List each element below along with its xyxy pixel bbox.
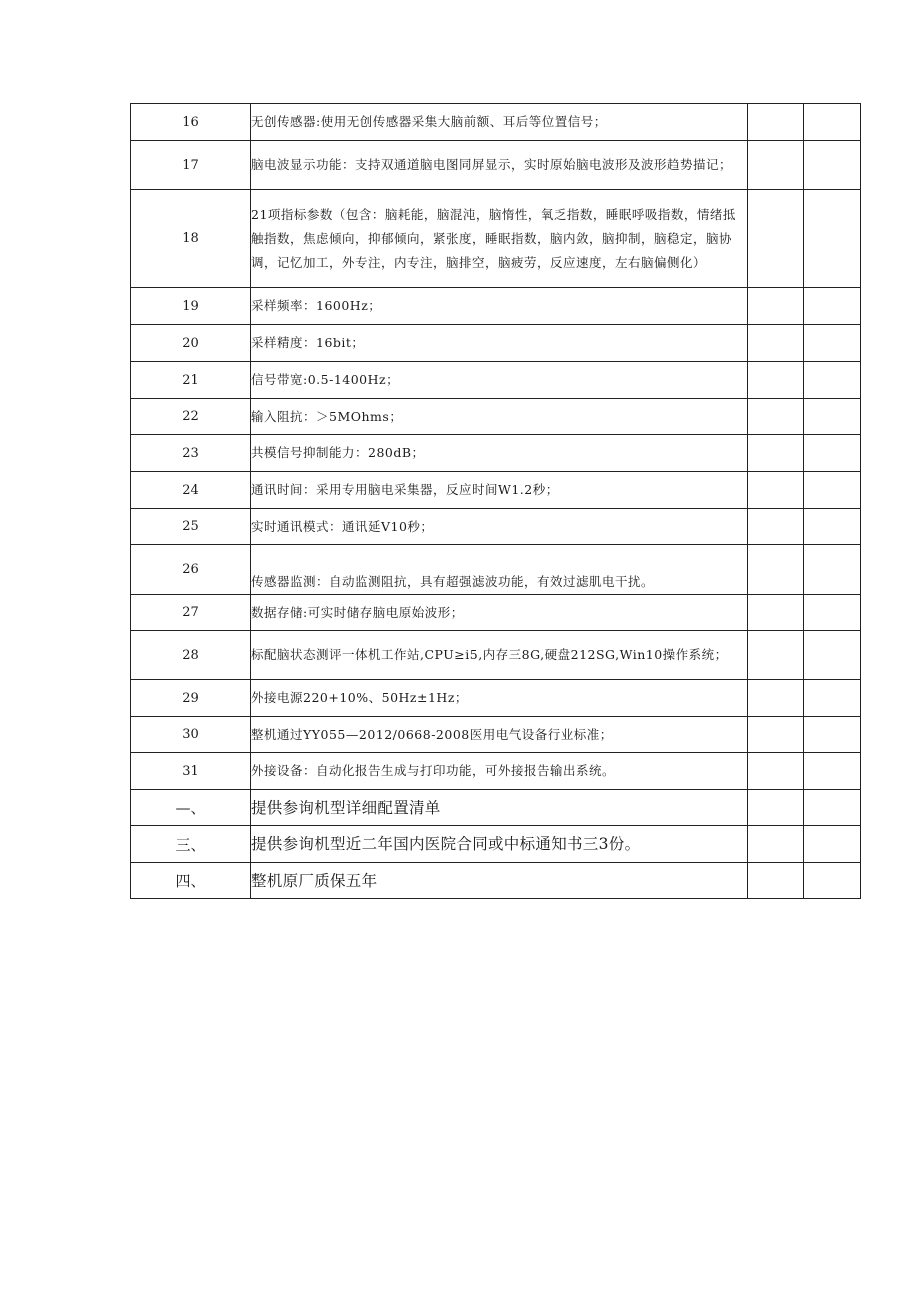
spec-table [130,103,861,899]
row-number: 27 [131,595,251,631]
table-row [131,753,861,790]
table-row [131,509,861,545]
row-description: 整机原厂质保五年 [251,863,748,899]
row-remark-cell [804,790,861,826]
row-number: 26 [131,545,251,595]
row-remark-cell [804,863,861,899]
row-check-cell [748,790,804,826]
row-check-cell [748,472,804,509]
row-number: 29 [131,680,251,717]
row-remark-cell [804,680,861,717]
row-check-cell [748,826,804,863]
table-row [131,717,861,753]
row-check-cell [748,141,804,190]
row-description: 共模信号抑制能力：280dB； [251,435,748,472]
row-check-cell [748,288,804,325]
table-row [131,545,861,595]
table-row [131,826,861,863]
row-description: 实时通讯模式：通讯延V10秒； [251,509,748,545]
table-row [131,288,861,325]
row-description: 信号带宽:0.5-1400Hz； [251,362,748,399]
row-remark-cell [804,362,861,399]
row-check-cell [748,863,804,899]
table-row [131,631,861,680]
row-number: 21 [131,362,251,399]
row-number: —、 [131,790,251,826]
row-remark-cell [804,141,861,190]
row-check-cell [748,325,804,362]
table-row [131,141,861,190]
row-remark-cell [804,435,861,472]
row-description: 外接电源220+10%、50Hz±1Hz； [251,680,748,717]
row-remark-cell [804,753,861,790]
row-number: 28 [131,631,251,680]
row-description: 外接设备：自动化报告生成与打印功能，可外接报告输出系统。 [251,753,748,790]
row-remark-cell [804,826,861,863]
row-check-cell [748,545,804,595]
row-check-cell [748,595,804,631]
table-row [131,863,861,899]
row-remark-cell [804,399,861,435]
row-description: 输入阻抗：＞5MOhms； [251,399,748,435]
row-remark-cell [804,325,861,362]
table-row [131,790,861,826]
row-number: 20 [131,325,251,362]
row-check-cell [748,104,804,141]
row-remark-cell [804,472,861,509]
row-description: 传感器监测：自动监测阻抗，具有超强滤波功能，有效过滤肌电干扰。 [251,545,748,595]
row-check-cell [748,509,804,545]
row-number: 24 [131,472,251,509]
table-row [131,399,861,435]
row-remark-cell [804,631,861,680]
row-check-cell [748,680,804,717]
row-description: 脑电波显示功能：支持双通道脑电图同屏显示，实时原始脑电波形及波形趋势描记； [251,141,748,190]
row-remark-cell [804,190,861,288]
row-number: 23 [131,435,251,472]
table-row [131,595,861,631]
row-check-cell [748,399,804,435]
row-description: 通讯时间：采用专用脑电采集器，反应时间W1.2秒； [251,472,748,509]
table-row [131,362,861,399]
row-description: 采样频率：1600Hz； [251,288,748,325]
table-row [131,190,861,288]
row-remark-cell [804,288,861,325]
table-row [131,325,861,362]
table-row [131,435,861,472]
row-check-cell [748,631,804,680]
row-description: 数据存储:可实时储存脑电原始波形； [251,595,748,631]
row-description: 无创传感器:使用无创传感器采集大脑前额、耳后等位置信号； [251,104,748,141]
row-number: 31 [131,753,251,790]
table-row [131,680,861,717]
row-remark-cell [804,509,861,545]
row-description: 21项指标参数（包含：脑耗能，脑混沌，脑惰性，氧乏指数，睡眠呼吸指数，情绪抵触指数，焦虑倾向，抑郁倾向，紧张度，睡眠指数，脑内敛，脑抑制，脑稳定，脑协调，记忆加工，外专注，内专注，脑排空，脑疲劳，反应速度，左右脑偏侧化） [251,190,748,288]
row-number: 16 [131,104,251,141]
row-check-cell [748,717,804,753]
row-number: 25 [131,509,251,545]
row-number: 17 [131,141,251,190]
row-description: 提供参询机型详细配置清单 [251,790,748,826]
row-remark-cell [804,104,861,141]
row-description: 整机通过YY055—2012/0668-2008医用电气设备行业标准； [251,717,748,753]
row-number: 三、 [131,826,251,863]
table-row [131,104,861,141]
row-description: 标配脑状态测评一体机工作站,CPU≥i5,内存三8G,硬盘212SG,Win10操作系统； [251,631,748,680]
row-remark-cell [804,595,861,631]
row-description: 提供参询机型近二年国内医院合同或中标通知书三3份。 [251,826,748,863]
row-number: 18 [131,190,251,288]
row-description: 采样精度：16bit； [251,325,748,362]
row-check-cell [748,362,804,399]
row-number: 22 [131,399,251,435]
row-number: 30 [131,717,251,753]
row-check-cell [748,435,804,472]
row-check-cell [748,753,804,790]
table-row [131,472,861,509]
row-check-cell [748,190,804,288]
row-number: 四、 [131,863,251,899]
row-remark-cell [804,717,861,753]
row-remark-cell [804,545,861,595]
row-number: 19 [131,288,251,325]
